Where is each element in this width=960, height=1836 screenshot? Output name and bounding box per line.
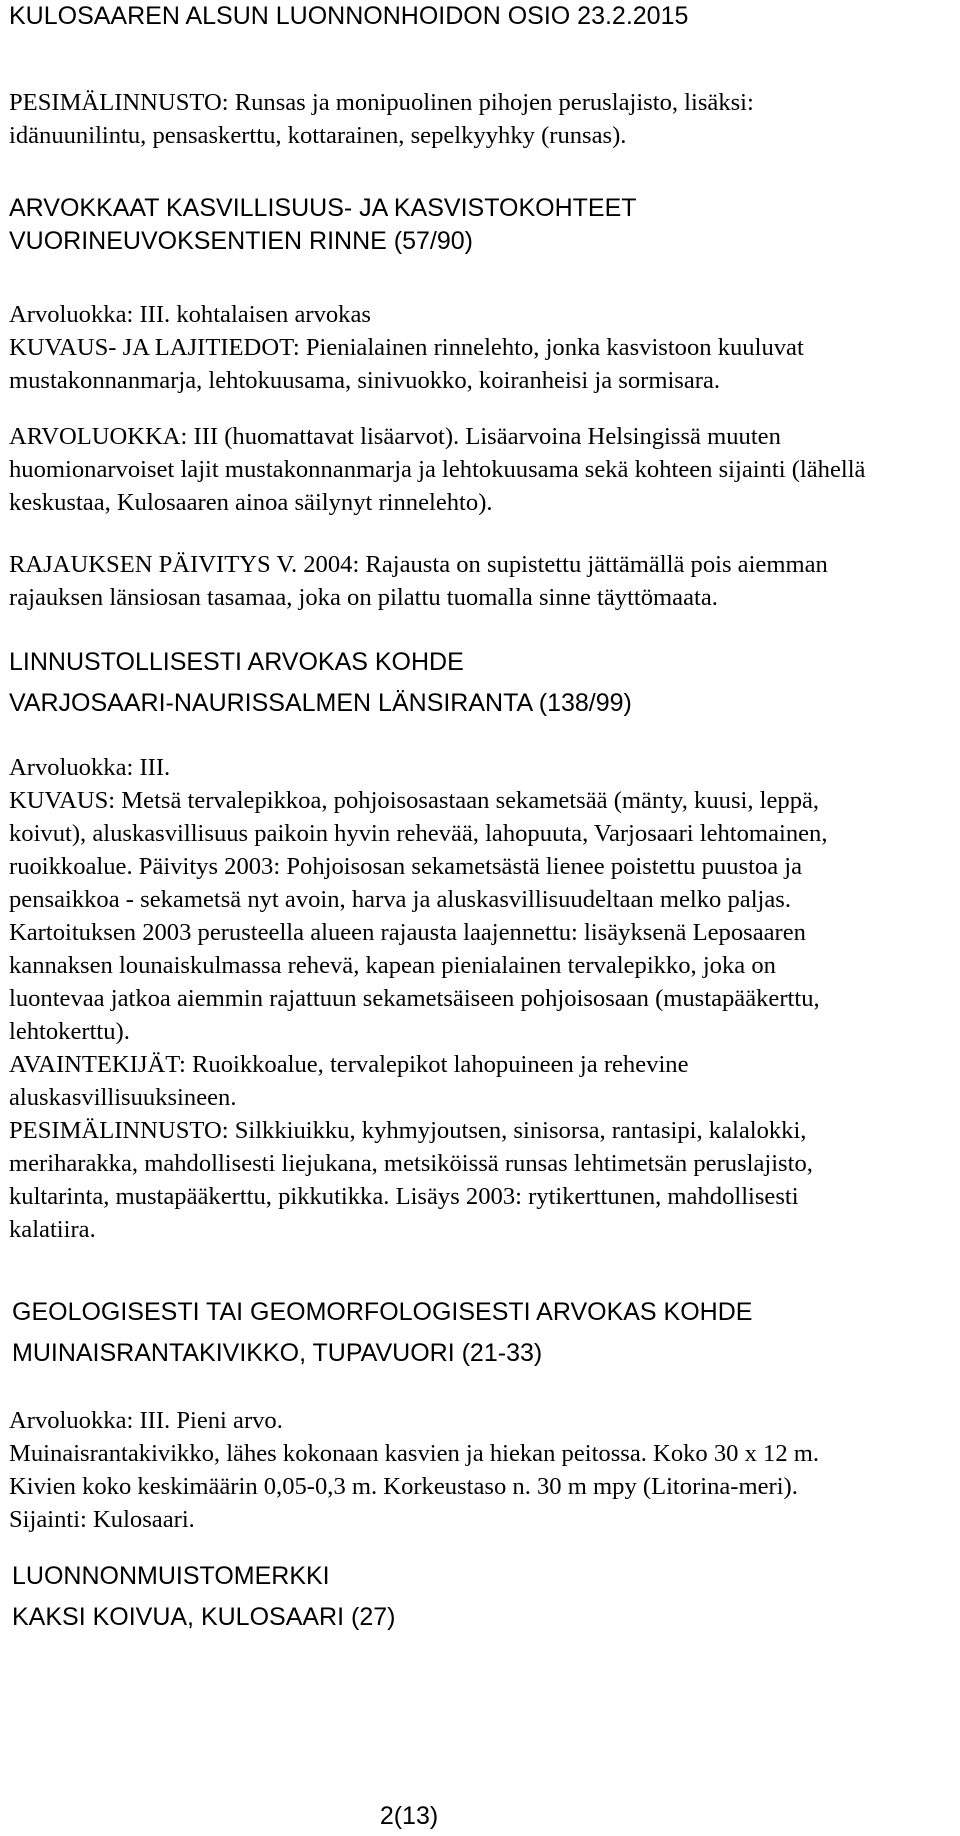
text-line: Muinaisrantakivikko, lähes kokonaan kasvien ja hiekan peitossa. Koko 30 x 12 m. <box>9 1440 820 1467</box>
text-line: lehtokerttu). <box>9 1018 130 1045</box>
section-heading-geologia <box>12 1296 752 1370</box>
page-number: 2(13) <box>379 1802 439 1830</box>
section-category: LINNUSTOLLISESTI ARVOKAS KOHDE <box>9 648 464 676</box>
pesimalinnusto-intro <box>9 86 754 152</box>
section-site-name: MUINAISRANTAKIVIKKO, TUPAVUORI (21-33) <box>12 1339 543 1367</box>
varjosaari-description <box>9 751 827 1246</box>
text-line: PESIMÄLINNUSTO: Silkkiuikku, kyhmyjoutsen, sinisorsa, rantasipi, kalalokki, <box>9 1117 807 1144</box>
text-line: pensaikkoa - sekametsä nyt avoin, harva ja aluskasvillisuudeltaan melko paljas. <box>9 886 791 913</box>
text-line: koivut), aluskasvillisuus paikoin hyvin rehevää, lahopuuta, Varjosaari lehtomainen, <box>9 820 828 847</box>
text-line: kannaksen lounaiskulmassa rehevä, kapean pienialainen tervalepikko, joka on <box>9 952 776 979</box>
page-header: KULOSAAREN ALSUN LUONNONHOIDON OSIO 23.2.2015 <box>9 2 689 30</box>
section-site-name: KAKSI KOIVUA, KULOSAARI (27) <box>12 1603 396 1631</box>
section-heading-linnusto <box>9 646 632 720</box>
vuorineuvoksentien-arvoluokka <box>9 420 865 519</box>
text-line: RAJAUKSEN PÄIVITYS V. 2004: Rajausta on supistettu jättämällä pois aiemman <box>9 551 828 578</box>
text-line: aluskasvillisuuksineen. <box>9 1084 237 1111</box>
text-line: ruoikkoalue. Päivitys 2003: Pohjoisosan sekametsästä lienee poistettu puustoa ja <box>9 853 803 880</box>
text-line: idänuunilintu, pensaskerttu, kottarainen, sepelkyyhky (runsas). <box>9 122 627 149</box>
arvoluokka-line: Arvoluokka: III. kohtalaisen arvokas <box>9 301 371 328</box>
section-category: GEOLOGISESTI TAI GEOMORFOLOGISESTI ARVOKAS KOHDE <box>12 1298 753 1326</box>
section-site-name: VARJOSAARI-NAURISSALMEN LÄNSIRANTA (138/99) <box>9 689 632 717</box>
text-line: kultarinta, mustapääkerttu, pikkutikka. Lisäys 2003: rytikerttunen, mahdollisesti <box>9 1183 799 1210</box>
text-line: Kartoituksen 2003 perusteella alueen rajausta laajennettu: lisäyksenä Leposaaren <box>9 919 806 946</box>
arvoluokka-line: Arvoluokka: III. Pieni arvo. <box>9 1407 283 1434</box>
section-category: ARVOKKAAT KASVILLISUUS- JA KASVISTOKOHTEET <box>9 194 637 222</box>
section-site-name: VUORINEUVOKSENTIEN RINNE (57/90) <box>9 227 473 255</box>
text-line: KUVAUS: Metsä tervalepikkoa, pohjoisosastaan sekametsää (mänty, kuusi, leppä, <box>9 787 820 814</box>
vuorineuvoksentien-description <box>9 298 804 397</box>
section-heading-kasvillisuus <box>9 192 637 258</box>
text-line: Kivien koko keskimäärin 0,05-0,3 m. Korkeustaso n. 30 m mpy (Litorina-meri). <box>9 1473 798 1500</box>
section-category: LUONNONMUISTOMERKKI <box>12 1562 330 1590</box>
text-line: mustakonnanmarja, lehtokuusama, sinivuokko, koiranheisi ja sormisara. <box>9 367 721 394</box>
text-line: AVAINTEKIJÄT: Ruoikkoalue, tervalepikot lahopuineen ja rehevine <box>9 1051 689 1078</box>
text-line: ARVOLUOKKA: III (huomattavat lisäarvot). Lisäarvoina Helsingissä muuten <box>9 423 781 450</box>
text-line: huomionarvoiset lajit mustakonnanmarja ja lehtokuusama sekä kohteen sijainti (lähellä <box>9 456 866 483</box>
text-line: Sijainti: Kulosaari. <box>9 1506 195 1533</box>
muinaisrantakivikko-description <box>9 1404 819 1536</box>
text-line: luontevaa jatkoa aiemmin rajattuun sekametsäiseen pohjoisosaan (mustapääkerttu, <box>9 985 820 1012</box>
section-heading-luonnonmuistomerkki <box>12 1560 395 1634</box>
text-line: kalatiira. <box>9 1216 96 1243</box>
text-line: Arvoluokka: III. <box>9 754 171 781</box>
text-line: meriharakka, mahdollisesti liejukana, metsiköissä runsas lehtimetsän peruslajisto, <box>9 1150 813 1177</box>
text-line: PESIMÄLINNUSTO: Runsas ja monipuolinen pihojen peruslajisto, lisäksi: <box>9 89 754 116</box>
vuorineuvoksentien-rajaus <box>9 548 828 614</box>
text-line: rajauksen länsiosan tasamaa, joka on pilattu tuomalla sinne täyttömaata. <box>9 584 718 611</box>
text-line: keskustaa, Kulosaaren ainoa säilynyt rinnelehto). <box>9 489 493 516</box>
text-line: KUVAUS- JA LAJITIEDOT: Pienialainen rinnelehto, jonka kasvistoon kuuluvat <box>9 334 804 361</box>
